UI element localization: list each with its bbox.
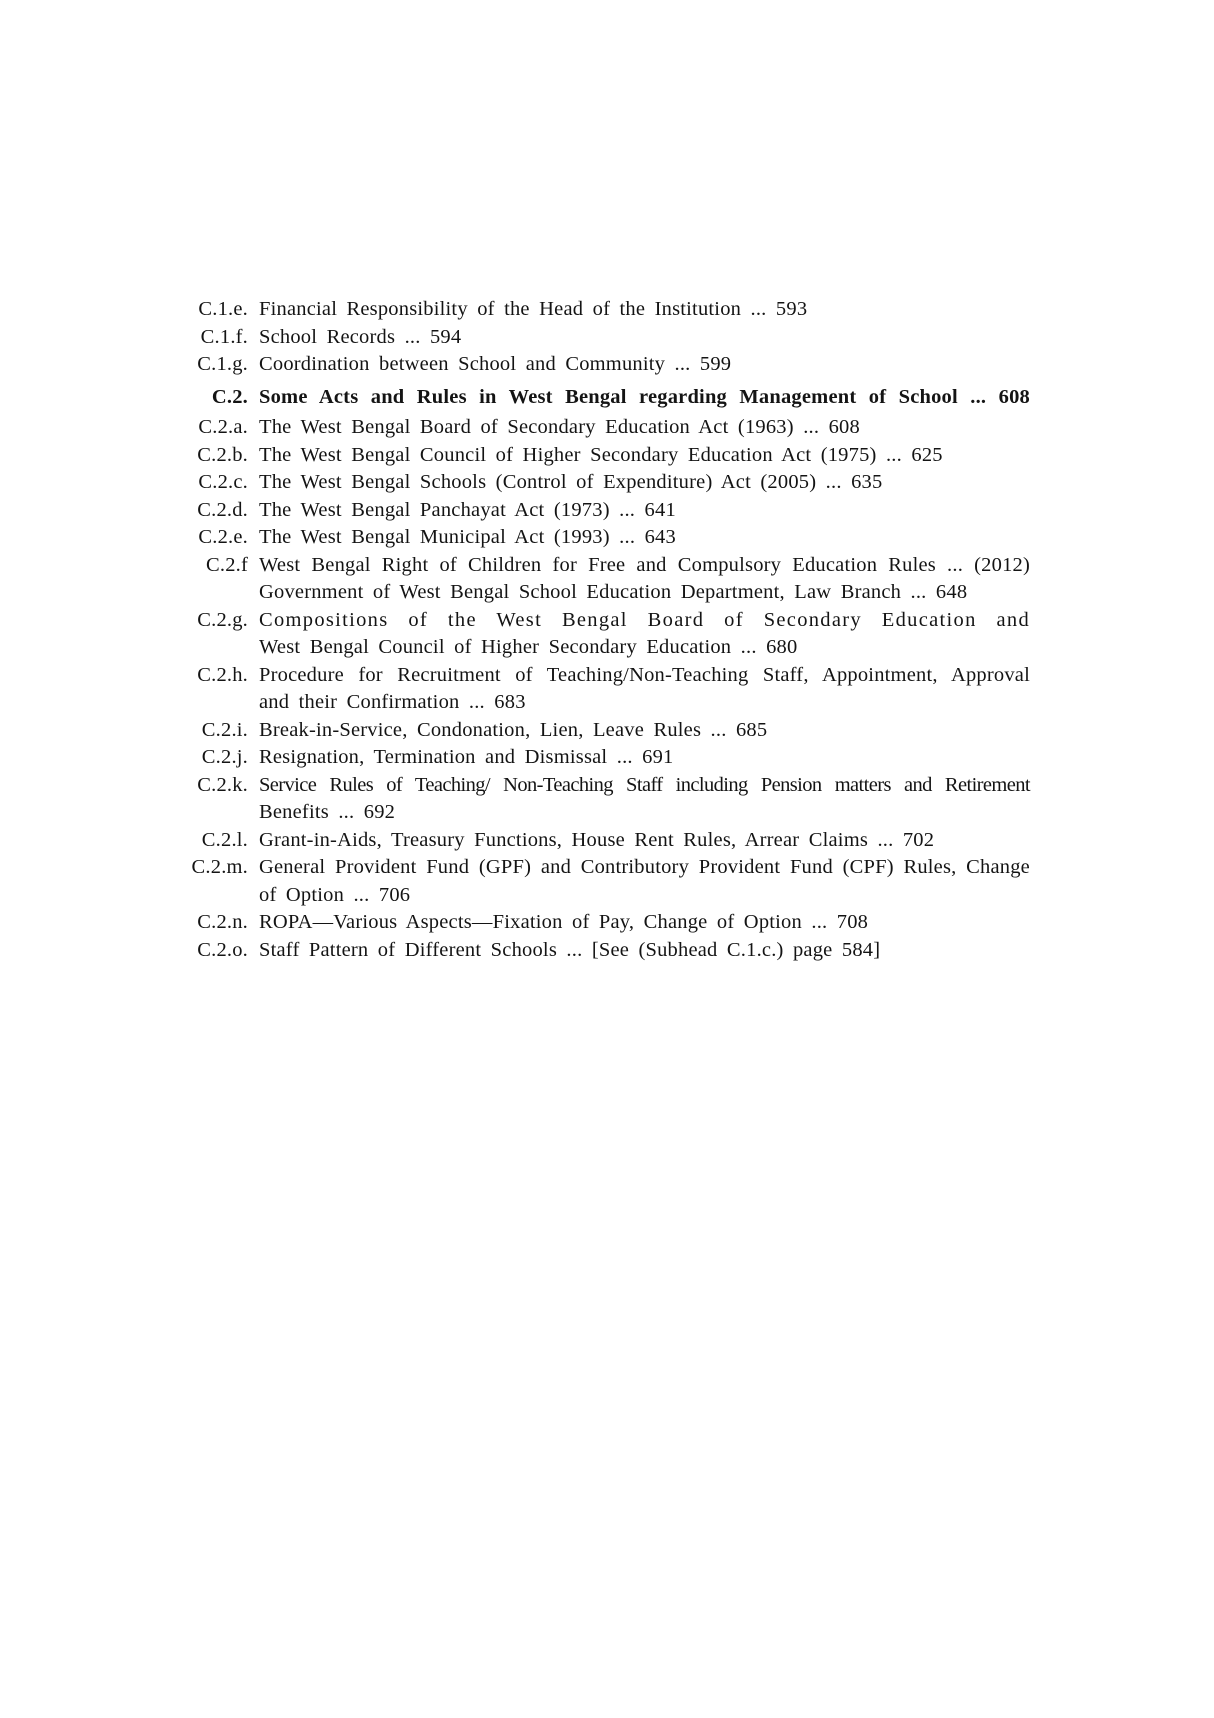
toc-entry-label: C.2.i.	[201, 718, 248, 741]
toc-entry	[178, 414, 1030, 442]
toc-entry-label: C.2.l.	[201, 828, 248, 851]
toc-entry-text	[259, 469, 1030, 497]
toc-entry	[178, 937, 1030, 965]
toc-entry-line: Benefits ... 692	[259, 801, 396, 823]
toc-entry	[178, 607, 1030, 662]
toc-entry-line: Compositions of the West Bengal Board of Secondary Education and	[259, 608, 1030, 631]
toc-entry-line: of Option ... 706	[259, 883, 411, 906]
toc-entry-line: West Bengal Right of Children for Free and Compulsory Education Rules ... (2012)	[259, 553, 1030, 576]
toc-entry-line: Staff Pattern of Different Schools ... [See (Subhead C.1.c.) page 584]	[259, 938, 881, 961]
toc-entry-text	[259, 497, 1030, 525]
toc-entry-line: The West Bengal Board of Secondary Education Act (1963) ... 608	[259, 416, 860, 438]
toc-entry	[178, 351, 1030, 379]
toc-entry-text	[259, 414, 1030, 442]
toc-entry-line: Break-in-Service, Condonation, Lien, Leave Rules ... 685	[259, 718, 768, 741]
toc-entry-text	[259, 937, 1030, 965]
toc-entry-text	[259, 324, 1030, 352]
toc-entry-label: C.2.g.	[197, 608, 248, 631]
toc-entry-text	[259, 854, 1030, 909]
toc-entry	[178, 384, 1030, 412]
toc-entry	[178, 497, 1030, 525]
toc-entry	[178, 552, 1030, 607]
toc-entry	[178, 442, 1030, 470]
toc-entry-line: Government of West Bengal School Education Department, Law Branch ... 648	[259, 581, 968, 603]
toc-entry-line: Procedure for Recruitment of Teaching/Non-Teaching Staff, Appointment, Approval	[259, 663, 1030, 686]
toc-entry-label: C.2.h.	[197, 663, 248, 686]
toc-entry-text	[259, 384, 1030, 412]
toc-entry-text	[259, 744, 1030, 772]
toc-entry-line: The West Bengal Council of Higher Secondary Education Act (1975) ... 625	[259, 443, 943, 466]
toc-entry-text	[259, 772, 1030, 827]
toc-entry	[178, 524, 1030, 552]
toc-entry	[178, 772, 1030, 827]
toc-entry-label: C.1.f.	[200, 325, 248, 348]
toc-entry	[178, 909, 1030, 937]
toc-entry-text	[259, 662, 1030, 717]
toc-entry-text	[259, 524, 1030, 552]
toc-entry	[178, 717, 1030, 745]
toc-entry-label: C.2.k.	[197, 773, 248, 796]
toc-entry-line: ROPA—Various Aspects—Fixation of Pay, Change of Option ... 708	[259, 911, 869, 933]
toc-entry-label: C.2.f	[206, 553, 248, 576]
toc-entry-label: C.2.o.	[197, 938, 248, 961]
toc-entry-label: C.2.m.	[191, 856, 248, 878]
toc-entry-line: Resignation, Termination and Dismissal ... 691	[259, 746, 674, 768]
toc-entry	[178, 296, 1030, 324]
toc-entry-label: C.2.b.	[197, 443, 248, 466]
toc-entry-line: Some Acts and Rules in West Bengal regarding Management of School ... 608	[259, 385, 1030, 408]
toc-entry-label: C.1.g.	[197, 353, 248, 375]
toc-entry-text	[259, 296, 1030, 324]
toc-entry-text	[259, 351, 1030, 379]
toc-entry-line: West Bengal Council of Higher Secondary Education ... 680	[259, 636, 798, 658]
toc-entry-line: and their Confirmation ... 683	[259, 691, 526, 713]
toc-entry-label: C.1.e.	[198, 298, 248, 320]
toc-entry-label: C.2.a.	[198, 416, 248, 438]
toc-entry-line: General Provident Fund (GPF) and Contributory Provident Fund (CPF) Rules, Change	[259, 856, 1030, 878]
toc-entry-label: C.2.e.	[198, 526, 248, 548]
toc-entry-line: The West Bengal Municipal Act (1993) ... 643	[259, 526, 676, 548]
toc-entry-text	[259, 827, 1030, 855]
toc-entry-text	[259, 607, 1030, 662]
toc-entry-line: Coordination between School and Community ... 599	[259, 353, 732, 375]
toc-entry-text	[259, 442, 1030, 470]
toc-entry-line: The West Bengal Panchayat Act (1973) ... 641	[259, 498, 676, 521]
toc-entry-line: The West Bengal Schools (Control of Expenditure) Act (2005) ... 635	[259, 471, 883, 493]
toc-entry	[178, 324, 1030, 352]
toc-entry-label: C.2.	[211, 385, 248, 408]
toc-entry-line: Service Rules of Teaching/ Non-Teaching Staff including Pension matters and Retirement	[259, 773, 1030, 796]
toc-entry	[178, 744, 1030, 772]
toc-entry-text	[259, 909, 1030, 937]
toc-entry-label: C.2.j.	[201, 746, 248, 768]
toc-entry-line: School Records ... 594	[259, 325, 462, 348]
toc-entry-line: Grant-in-Aids, Treasury Functions, House Rent Rules, Arrear Claims ... 702	[259, 828, 935, 851]
toc-entry	[178, 827, 1030, 855]
toc-entry-label: C.2.n.	[197, 911, 248, 933]
toc-entry-label: C.2.d.	[197, 498, 248, 521]
toc-entry-text	[259, 717, 1030, 745]
toc-entry-text	[259, 552, 1030, 607]
toc-entry-label: C.2.c.	[198, 471, 248, 493]
toc-entry	[178, 854, 1030, 909]
toc-entry	[178, 469, 1030, 497]
toc-entry	[178, 662, 1030, 717]
toc-list	[178, 296, 1030, 964]
toc-entry-line: Financial Responsibility of the Head of the Institution ... 593	[259, 298, 808, 320]
